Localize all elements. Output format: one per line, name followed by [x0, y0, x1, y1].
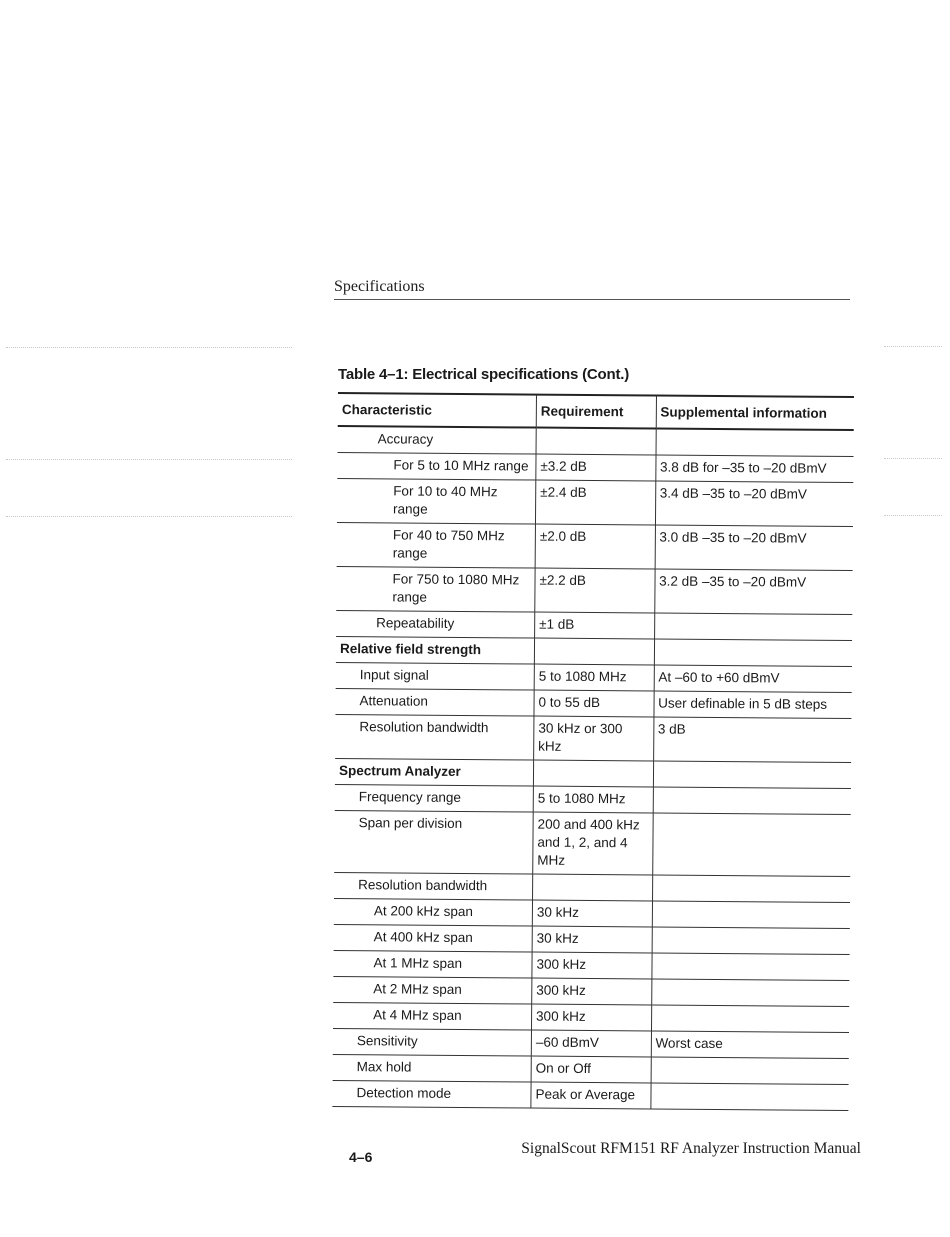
table-row: [335, 784, 851, 814]
cell-characteristic: At 4 MHz span: [333, 1002, 532, 1030]
cell-supplemental: [656, 428, 854, 456]
cell-characteristic: Attenuation: [335, 688, 534, 716]
cell-requirement: ±3.2 dB: [536, 454, 656, 481]
table-row: [336, 566, 852, 614]
cell-requirement: 0 to 55 dB: [534, 690, 654, 717]
cell-requirement: ±2.4 dB: [535, 480, 655, 525]
cell-supplemental: [651, 1057, 849, 1085]
scan-dotted-line: [6, 516, 292, 517]
table-row: [334, 810, 850, 876]
cell-supplemental: [652, 927, 850, 955]
cell-requirement: 300 kHz: [532, 952, 652, 979]
scan-dotted-line: [884, 458, 942, 459]
cell-characteristic: For 750 to 1080 MHz range: [336, 566, 535, 612]
cell-requirement: [534, 638, 654, 665]
table-header-row: [338, 393, 854, 430]
cell-characteristic: Max hold: [333, 1054, 532, 1082]
table-section-row: [336, 636, 852, 666]
cell-requirement: On or Off: [531, 1056, 651, 1083]
page-number: 4–6: [349, 1149, 373, 1165]
cell-characteristic: Resolution bandwidth: [335, 714, 534, 760]
cell-characteristic: At 400 kHz span: [334, 924, 533, 952]
cell-characteristic: Resolution bandwidth: [334, 872, 533, 900]
cell-characteristic: For 10 to 40 MHz range: [337, 478, 536, 524]
cell-supplemental: 3.2 dB –35 to –20 dBmV: [654, 569, 852, 615]
cell-characteristic: Frequency range: [335, 784, 534, 812]
cell-requirement: Peak or Average: [531, 1082, 651, 1109]
table-row: [336, 662, 852, 692]
cell-supplemental: 3.8 dB for –35 to –20 dBmV: [655, 455, 853, 483]
cell-supplemental: [651, 979, 849, 1007]
manual-title: SignalScout RFM151 RF Analyzer Instruction Manual: [521, 1140, 861, 1157]
cell-requirement: 300 kHz: [531, 1004, 651, 1031]
cell-requirement: [533, 760, 653, 787]
cell-characteristic: Detection mode: [332, 1080, 531, 1108]
table-title: Table 4–1: Electrical specifications (Cont.): [338, 366, 630, 383]
cell-supplemental: Worst case: [651, 1031, 849, 1059]
cell-supplemental: [651, 953, 849, 981]
header-characteristic: Characteristic: [338, 393, 537, 428]
table-row: [333, 1028, 849, 1058]
cell-supplemental: [651, 1005, 849, 1033]
cell-characteristic: Input signal: [336, 662, 535, 690]
cell-characteristic: Relative field strength: [336, 636, 535, 664]
cell-characteristic: At 2 MHz span: [333, 976, 532, 1004]
cell-supplemental: At –60 to +60 dBmV: [654, 665, 852, 693]
scan-dotted-line: [884, 346, 942, 347]
spec-table: [332, 392, 854, 1111]
cell-characteristic: At 200 kHz span: [334, 898, 533, 926]
table-row: [333, 1054, 849, 1084]
table-row: [333, 1002, 849, 1032]
cell-supplemental: [652, 901, 850, 929]
table-section-row: [335, 758, 851, 788]
cell-supplemental: 3 dB: [653, 717, 851, 763]
table-row: [338, 426, 854, 457]
cell-requirement: [536, 428, 656, 455]
cell-supplemental: [654, 613, 852, 641]
cell-characteristic: At 1 MHz span: [333, 950, 532, 978]
cell-requirement: 30 kHz or 300 kHz: [534, 716, 654, 761]
cell-requirement: 30 kHz: [532, 900, 652, 927]
table-row: [334, 898, 850, 928]
cell-requirement: –60 dBmV: [531, 1030, 651, 1057]
cell-characteristic: Sensitivity: [333, 1028, 532, 1056]
section-header: Specifications: [334, 278, 850, 300]
cell-supplemental: [652, 813, 850, 877]
cell-requirement: ±2.0 dB: [535, 524, 655, 569]
scan-dotted-line: [6, 459, 292, 460]
header-requirement: Requirement: [536, 395, 656, 429]
cell-characteristic: For 5 to 10 MHz range: [337, 452, 536, 480]
cell-characteristic: Repeatability: [336, 610, 535, 638]
table-row: [332, 1080, 848, 1110]
cell-characteristic: Accuracy: [338, 426, 537, 454]
cell-characteristic: Spectrum Analyzer: [335, 758, 534, 786]
cell-requirement: 300 kHz: [532, 978, 652, 1005]
cell-characteristic: Span per division: [334, 810, 533, 874]
cell-supplemental: User definable in 5 dB steps: [654, 691, 852, 719]
cell-supplemental: 3.4 dB –35 to –20 dBmV: [655, 481, 853, 527]
cell-supplemental: [653, 761, 851, 789]
cell-requirement: 5 to 1080 MHz: [533, 786, 653, 813]
table-row: [333, 950, 849, 980]
table-row: [334, 924, 850, 954]
table-row: [335, 688, 851, 718]
table-row: [337, 452, 853, 482]
cell-supplemental: [652, 875, 850, 903]
cell-supplemental: [650, 1083, 848, 1111]
table-row: [335, 714, 851, 762]
cell-requirement: [533, 874, 653, 901]
cell-supplemental: [653, 787, 851, 815]
table-row: [333, 976, 849, 1006]
table-row: [337, 478, 853, 526]
cell-characteristic: For 40 to 750 MHz range: [337, 522, 536, 568]
table-row: [336, 610, 852, 640]
cell-supplemental: [654, 639, 852, 667]
spec-table-body: [332, 426, 853, 1111]
cell-requirement: 200 and 400 kHz and 1, 2, and 4 MHz: [533, 812, 653, 875]
cell-requirement: 30 kHz: [532, 926, 652, 953]
header-supplemental: Supplemental information: [656, 395, 854, 430]
cell-requirement: ±1 dB: [535, 612, 655, 639]
cell-supplemental: 3.0 dB –35 to –20 dBmV: [655, 525, 853, 571]
cell-requirement: 5 to 1080 MHz: [534, 664, 654, 691]
cell-requirement: ±2.2 dB: [535, 568, 655, 613]
table-row: [334, 872, 850, 902]
table-row: [337, 522, 853, 570]
scan-dotted-line: [884, 515, 942, 516]
scan-dotted-line: [6, 347, 292, 348]
